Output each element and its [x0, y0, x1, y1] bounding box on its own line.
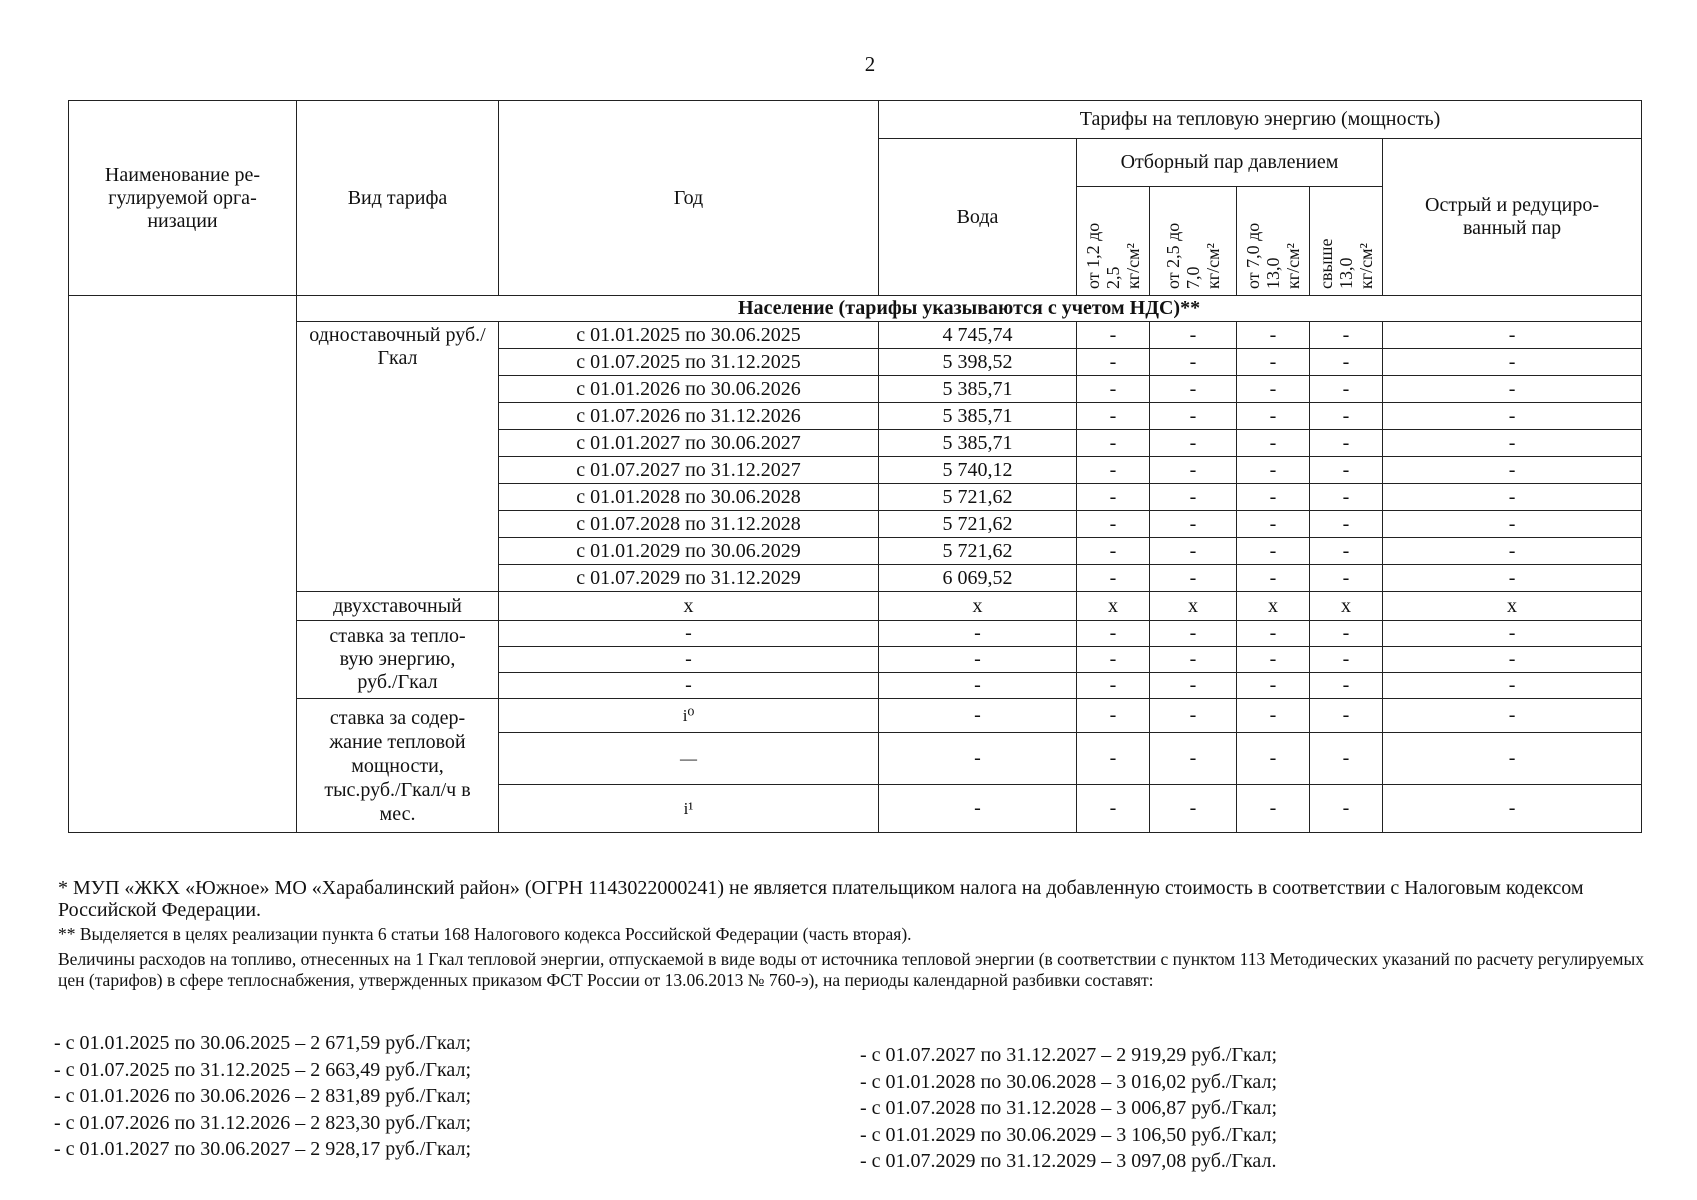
table-cell: - [1077, 430, 1150, 457]
table-cell: - [1077, 538, 1150, 565]
table-cell: 5 385,71 [879, 403, 1077, 430]
footnote-vat: * МУП «ЖКХ «Южное» МО «Харабалинский район» (ОГРН 1143022000241) не является плательщиком налога на добавленную стоимость в соответствии с Налоговым кодексом Российской Федерации. [58, 877, 1584, 921]
table-cell: - [1237, 349, 1310, 376]
table-cell: - [1150, 457, 1237, 484]
table-cell: с 01.01.2026 по 30.06.2026 [499, 376, 879, 403]
capacity-rate-label: ставка за содер- жание тепловой мощности, тыс.руб./Гкал/ч в мес. [297, 699, 499, 833]
table-cell: - [1237, 785, 1310, 833]
fuel-cost-column-right [860, 1042, 1620, 1175]
table-cell: - [1237, 673, 1310, 699]
table-cell: - [1383, 785, 1642, 833]
list-item: - с 01.07.2026 по 31.12.2026 – 2 823,30 руб./Гкал; [54, 1111, 472, 1134]
table-cell: - [1383, 647, 1642, 673]
table-cell: - [1310, 733, 1383, 785]
table-cell: 5 398,52 [879, 349, 1077, 376]
footnote-tax-code: ** Выделяется в целях реализации пункта 6 статьи 168 Налогового кодекса Российской Федерации (часть вторая). [58, 924, 912, 944]
table-cell: - [1237, 457, 1310, 484]
table-cell: - [1077, 699, 1150, 733]
table-cell: i⁰ [499, 699, 879, 733]
table-cell: х [1383, 592, 1642, 621]
table-cell: 5 721,62 [879, 511, 1077, 538]
table-cell: - [1383, 733, 1642, 785]
table-cell: с 01.07.2026 по 31.12.2026 [499, 403, 879, 430]
heat-energy-rate-label: ставка за тепло- вую энергию, руб./Гкал [297, 621, 499, 699]
table-cell: - [1383, 565, 1642, 592]
table-cell: - [1077, 565, 1150, 592]
header-pressure-2: от 2,5 до 7,0 кг/см² [1150, 187, 1237, 296]
table-cell: - [1077, 403, 1150, 430]
table-cell: х [879, 592, 1077, 621]
table-cell: с 01.01.2028 по 30.06.2028 [499, 484, 879, 511]
table-cell: - [1310, 565, 1383, 592]
header-sharp-steam: Острый и редуциро- ванный пар [1383, 139, 1642, 296]
table-cell: - [1150, 349, 1237, 376]
table-cell: - [879, 621, 1077, 647]
header-organization: Наименование ре- гулируемой орга- низации [69, 101, 297, 296]
table-cell: - [1077, 349, 1150, 376]
table-cell: - [1237, 322, 1310, 349]
list-item: - с 01.07.2027 по 31.12.2027 – 2 919,29 руб./Гкал; [860, 1044, 1278, 1066]
table-cell: - [1077, 733, 1150, 785]
table-cell: 5 385,71 [879, 430, 1077, 457]
table-cell: - [1150, 621, 1237, 647]
table-cell: - [499, 673, 879, 699]
table-cell: 4 745,74 [879, 322, 1077, 349]
table-cell: - [1237, 376, 1310, 403]
table-cell: - [1237, 511, 1310, 538]
table-cell: с 01.01.2029 по 30.06.2029 [499, 538, 879, 565]
list-item: - с 01.01.2029 по 30.06.2029 – 3 106,50 руб./Гкал; [860, 1123, 1278, 1146]
header-pressure-3: от 7,0 до 13,0 кг/см² [1237, 187, 1310, 296]
table-cell: i¹ [499, 785, 879, 833]
header-tariff-type: Вид тарифа [297, 101, 499, 296]
table-cell: с 01.07.2028 по 31.12.2028 [499, 511, 879, 538]
list-item: - с 01.01.2026 по 30.06.2026 – 2 831,89 руб./Гкал; [54, 1085, 472, 1107]
table-cell: - [879, 673, 1077, 699]
list-item: - с 01.07.2028 по 31.12.2028 – 3 006,87 руб./Гкал; [860, 1097, 1278, 1119]
table-cell: - [1237, 699, 1310, 733]
table-cell: - [1150, 733, 1237, 785]
header-water: Вода [879, 139, 1077, 296]
header-extraction-steam: Отборный пар давлением [1077, 139, 1383, 187]
table-cell: - [1150, 565, 1237, 592]
table-cell: - [1383, 457, 1642, 484]
header-pressure-1: от 1,2 до 2,5 кг/см² [1077, 187, 1150, 296]
header-pressure-4: свыше 13,0 кг/см² [1310, 187, 1383, 296]
list-item: - с 01.01.2028 по 30.06.2028 – 3 016,02 руб./Гкал; [860, 1070, 1278, 1093]
table-cell: 6 069,52 [879, 565, 1077, 592]
table-cell: - [1077, 647, 1150, 673]
table-cell: - [1077, 376, 1150, 403]
table-cell: - [1150, 699, 1237, 733]
table-cell: - [879, 733, 1077, 785]
table-cell: - [1150, 673, 1237, 699]
table-cell: х [499, 592, 879, 621]
table-cell: х [1150, 592, 1237, 621]
table-cell: - [1237, 484, 1310, 511]
tariff-table [68, 100, 1642, 833]
table-cell: - [1310, 785, 1383, 833]
table-cell: - [1077, 673, 1150, 699]
table-cell: - [1150, 785, 1237, 833]
table-cell: - [1077, 457, 1150, 484]
table-cell: с 01.01.2027 по 30.06.2027 [499, 430, 879, 457]
table-cell: - [1237, 565, 1310, 592]
table-cell: 5 740,12 [879, 457, 1077, 484]
section-title: Население (тарифы указываются с учетом НДС)** [297, 296, 1642, 322]
list-item: - с 01.07.2029 по 31.12.2029 – 3 097,08 руб./Гкал. [860, 1150, 1277, 1172]
table-cell: - [1310, 430, 1383, 457]
table-cell: х [1237, 592, 1310, 621]
list-item: - с 01.01.2027 по 30.06.2027 – 2 928,17 руб./Гкал; [54, 1138, 472, 1160]
table-cell: - [1077, 621, 1150, 647]
table-cell: с 01.07.2027 по 31.12.2027 [499, 457, 879, 484]
header-year: Год [499, 101, 879, 296]
table-cell: - [1383, 511, 1642, 538]
table-cell: 5 721,62 [879, 538, 1077, 565]
table-cell: - [499, 621, 879, 647]
table-cell: - [1383, 322, 1642, 349]
table-cell: - [1237, 647, 1310, 673]
table-cell: - [1310, 699, 1383, 733]
table-cell: х [1310, 592, 1383, 621]
table-cell: - [1150, 511, 1237, 538]
table-cell: - [1077, 785, 1150, 833]
table-cell: - [1383, 621, 1642, 647]
table-cell: - [1077, 484, 1150, 511]
table-cell: - [879, 699, 1077, 733]
table-cell: 5 385,71 [879, 376, 1077, 403]
footnote-fuel-costs: Величины расходов на топливо, отнесенных на 1 Гкал тепловой энергии, отпускаемой в виде воды от источника тепловой энергии (в соответствии с пунктом 113 Методических указаний по расчету регулируемых цен (тарифов) в сфере теплоснабжения, утвержденных приказом ФСТ России от 13.06.2013 № 760-э), на периоды календарной разбивки составят: [58, 948, 1644, 990]
table-cell: с 01.07.2025 по 31.12.2025 [499, 349, 879, 376]
table-cell: - [1383, 699, 1642, 733]
table-cell: - [1383, 376, 1642, 403]
table-cell: - [1077, 322, 1150, 349]
table-cell: - [1383, 673, 1642, 699]
table-cell: - [1383, 403, 1642, 430]
table-cell: - [499, 647, 879, 673]
footnotes [58, 878, 1648, 992]
table-cell: - [1237, 621, 1310, 647]
table-cell: - [1310, 511, 1383, 538]
two-rate-label: двухставочный [297, 592, 499, 621]
table-cell: 5 721,62 [879, 484, 1077, 511]
table-cell: - [1310, 484, 1383, 511]
table-cell: - [879, 647, 1077, 673]
table-cell: - [1310, 376, 1383, 403]
table-cell: - [1310, 647, 1383, 673]
table-cell: с 01.07.2029 по 31.12.2029 [499, 565, 879, 592]
table-cell: - [879, 785, 1077, 833]
table-cell: - [1310, 538, 1383, 565]
table-cell: - [1383, 484, 1642, 511]
table-cell: - [1310, 322, 1383, 349]
table-cell: - [1310, 673, 1383, 699]
table-cell: - [1310, 403, 1383, 430]
table-cell: - [1077, 511, 1150, 538]
table-cell: - [1150, 647, 1237, 673]
table-cell: - [1310, 621, 1383, 647]
one-rate-label: одноставочный руб./Гкал [297, 322, 499, 592]
table-cell: - [1237, 403, 1310, 430]
table-cell: - [1150, 484, 1237, 511]
table-cell: - [1237, 430, 1310, 457]
table-cell: — [499, 733, 879, 785]
list-item: - с 01.07.2025 по 31.12.2025 – 2 663,49 руб./Гкал; [54, 1058, 472, 1081]
organization-cell [69, 296, 297, 833]
table-cell: с 01.01.2025 по 30.06.2025 [499, 322, 879, 349]
table-cell: - [1383, 349, 1642, 376]
page-number: 2 [864, 52, 876, 76]
table-cell: - [1383, 430, 1642, 457]
table-cell: - [1237, 733, 1310, 785]
fuel-cost-column-left [54, 1030, 814, 1163]
table-cell: - [1310, 349, 1383, 376]
table-cell: - [1150, 430, 1237, 457]
table-cell: - [1150, 403, 1237, 430]
table-cell: - [1150, 376, 1237, 403]
table-cell: - [1310, 457, 1383, 484]
table-cell: - [1383, 538, 1642, 565]
header-heat-tariffs: Тарифы на тепловую энергию (мощность) [879, 101, 1642, 139]
table-cell: - [1237, 538, 1310, 565]
list-item: - с 01.01.2025 по 30.06.2025 – 2 671,59 руб./Гкал; [54, 1032, 472, 1054]
table-cell: - [1150, 322, 1237, 349]
table-cell: х [1077, 592, 1150, 621]
table-cell: - [1150, 538, 1237, 565]
